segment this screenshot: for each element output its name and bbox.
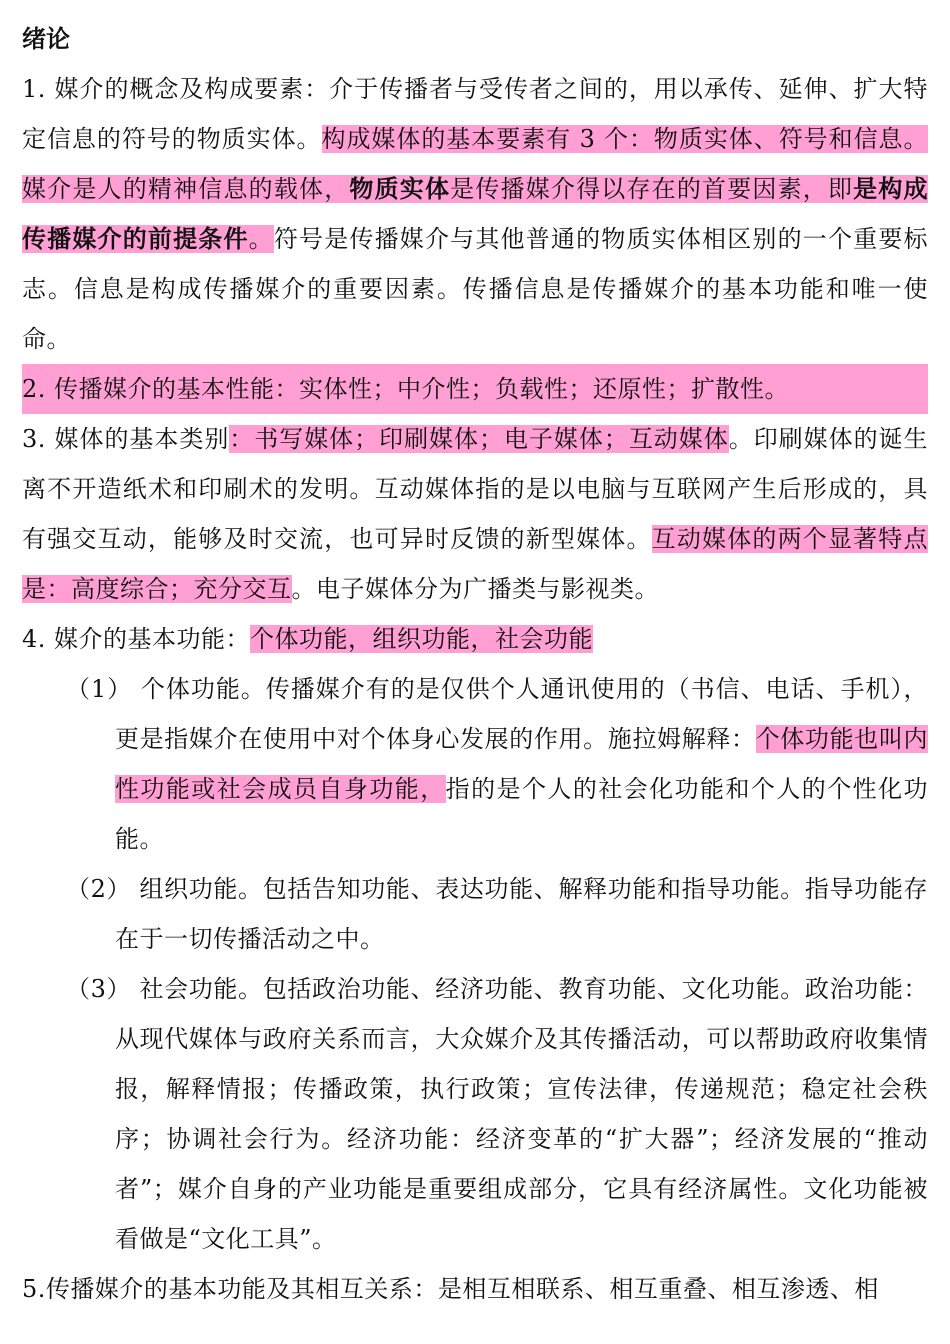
paragraph-media-concept — [22, 64, 928, 364]
sub-item-individual-function — [66, 664, 929, 864]
text-run: 符号是传播媒介与其他普通的物质实体相区别的一个重要标志。信息是构成传播媒介的重要因素。传播信息是传播媒介的基本功能和唯一使命。 — [22, 225, 929, 353]
text-run: 。印刷媒体的诞生离不开造纸术和印刷术的发明。互动媒体指的是以电脑与互联网产生后形成的，具有强交互动，能够及时交流，也可异时反馈的新型媒体。 — [22, 425, 929, 553]
paragraph-media-functions — [22, 614, 928, 664]
paragraph-functions-relationship: 5.传播媒介的基本功能及其相互关系：是相互相联系、相互重叠、相互渗透、相 — [22, 1275, 879, 1303]
paragraph-media-properties: 2. 传播媒介的基本性能：实体性；中介性；负载性；还原性；扩散性。 — [22, 364, 928, 414]
text-run: 3. 媒体的基本类别 — [22, 425, 230, 453]
sub-item-social-function: （3） 社会功能。包括政治功能、经济功能、教育功能、文化功能。政治功能：从现代媒体与政府关系而言，大众媒介及其传播活动，可以帮助政府收集情报，解释情报；传播政策，执行政策；宣传法律，传递规范；稳定社会秩序；协调社会行为。经济功能：经济变革的“扩大器”；经济发展的“推动者”；媒介自身的产业功能是重要组成部分，它具有经济属性。文化功能被看做是“文化工具”。 — [66, 975, 928, 1253]
text-run: （1） 个体功能。传播媒介有的是仅供个人通讯使用的（书信、电话、手机），更是指媒介在使用中对个体身心发展的作用。施拉姆解释： — [66, 675, 928, 753]
highlight-run: 互动媒体的两个显著特点是：高度综合；充分交互 — [22, 525, 928, 603]
text-run: 指的是个人的社会化功能和个人的个性化功能。 — [115, 775, 929, 853]
section-title: 绪论 — [22, 25, 70, 53]
text-run: 1. 媒介的概念及构成要素：介于传播者与受传者之间的，用以承传、延伸、扩大特定信息的符号的物质实体。 — [22, 75, 928, 153]
highlight-run: 。 — [248, 225, 274, 253]
highlight-bold-run: 是构成传播媒介的前提条件 — [22, 175, 929, 253]
highlight-run: 构成媒体的基本要素有 3 个：物质实体、符号和信息。媒介是人的精神信息的载体， — [22, 125, 929, 203]
text-run: 4. 媒介的基本功能： — [22, 625, 251, 653]
sub-item-organization-function: （2） 组织功能。包括告知功能、表达功能、解释功能和指导功能。指导功能存在于一切传播活动之中。 — [66, 875, 928, 953]
paragraph-media-categories — [22, 414, 928, 614]
highlight-bold-run: 物质实体 — [349, 175, 451, 203]
highlight-run: 是传播媒介得以存在的首要因素，即 — [450, 175, 854, 203]
document-page — [22, 14, 928, 1314]
highlight-run: 个体功能，组织功能，社会功能 — [250, 625, 594, 653]
text-run: 。电子媒体分为广播类与影视类。 — [291, 575, 659, 603]
highlight-run: 个体功能也叫内性功能或社会成员自身功能， — [115, 725, 928, 803]
highlight-run: ：书写媒体；印刷媒体；电子媒体；互动媒体 — [229, 425, 729, 453]
